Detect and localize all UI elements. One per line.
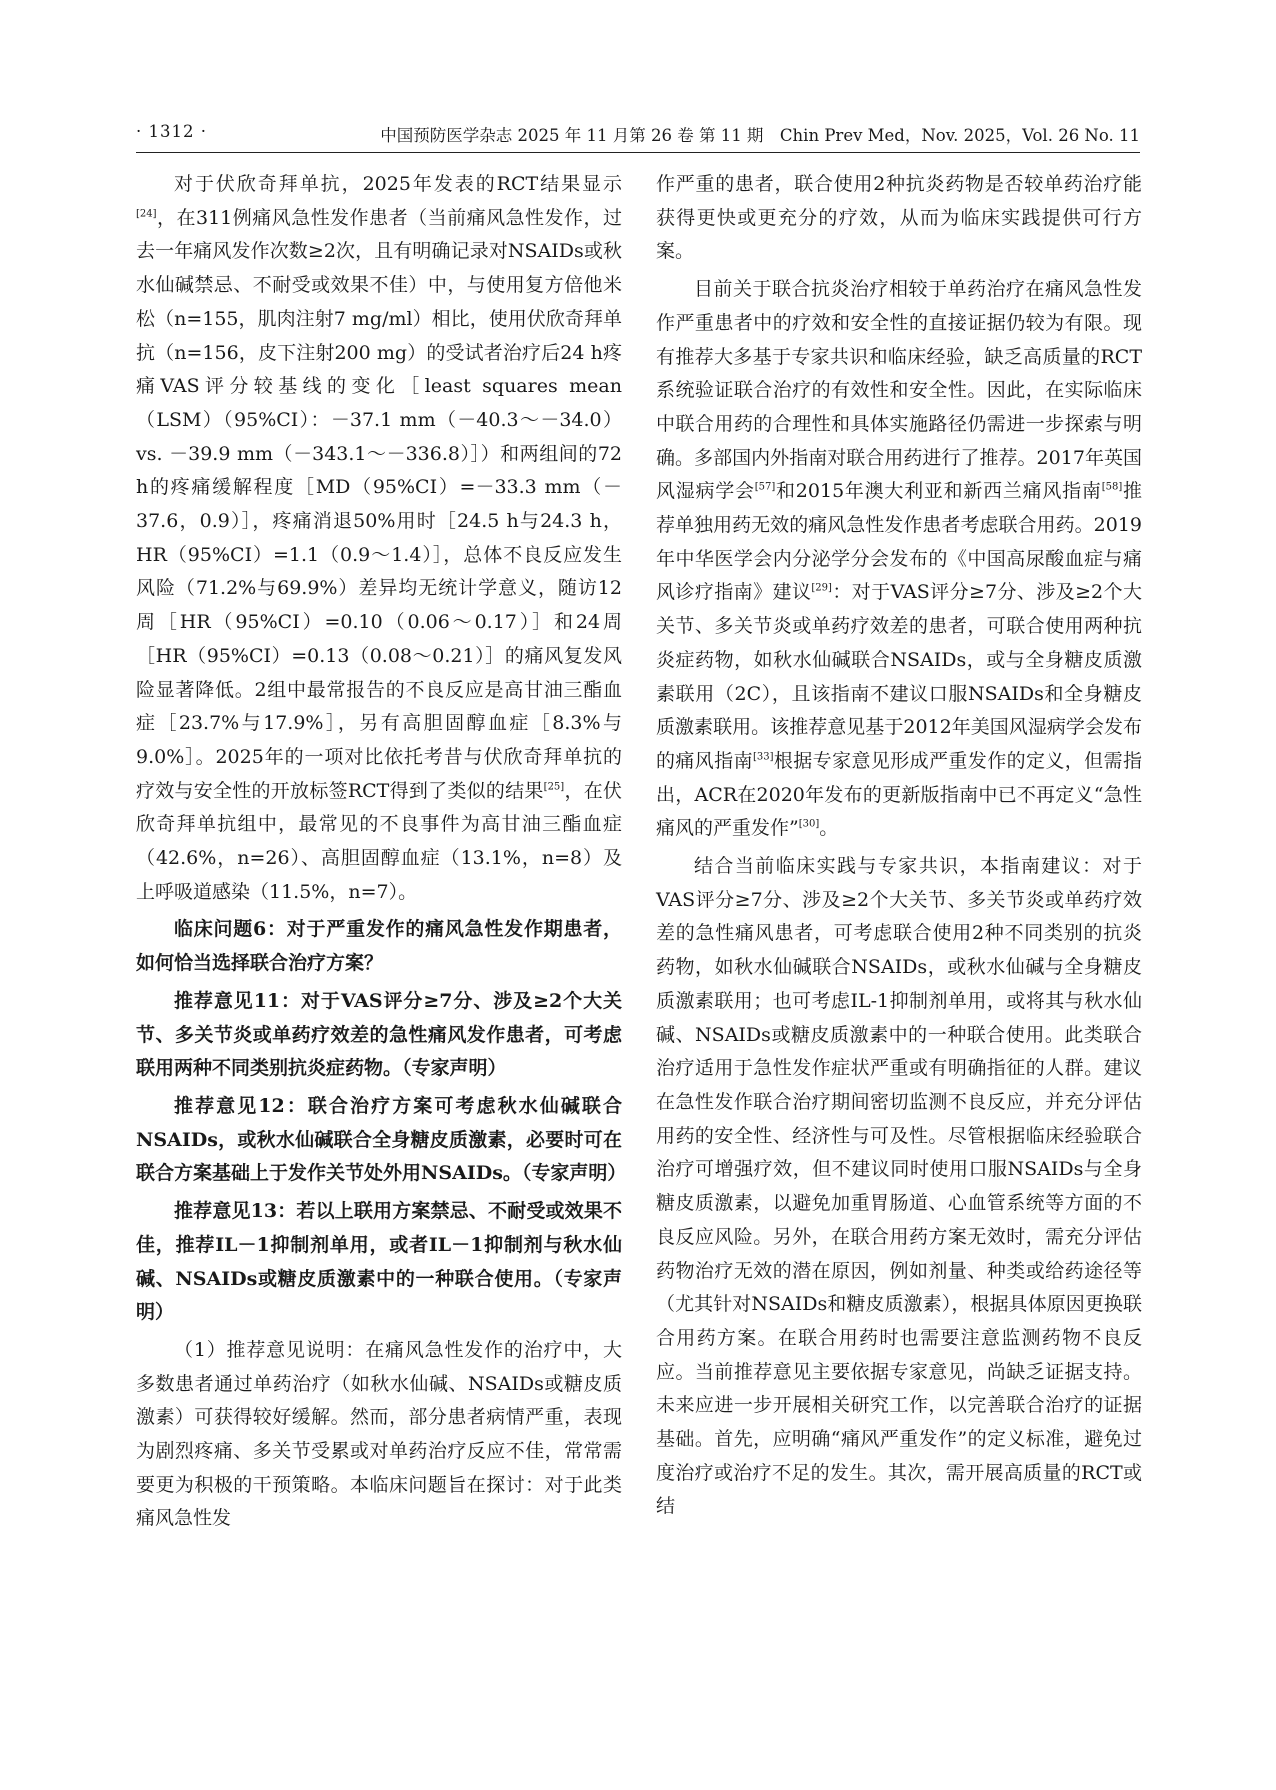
paragraph-guidelines: 目前关于联合抗炎治疗相较于单药治疗在痛风急性发作严重患者中的疗效和安全性的直接证据仍较为有限。现有推荐大多基于专家共识和临床经验，缺乏高质量的RCT系统验证联合治疗的有效性和安全性。因此，在实际临床中联合用药的合理性和具体实施路径仍需进一步探索与明确。多部国内外指南对联合用药进行了推荐。2017年英国风湿病学会[57]和2015年澳大利亚和新西兰痛风指南[58]推荐单独用药无效的痛风急性发作患者考虑联合用药。2019年中华医学会内分泌学分会发布的《中国高尿酸血症与痛风诊疗指南》建议[29]：对于VAS评分≥7分、涉及≥2个大关节、多关节炎或单药疗效差的患者，可联合使用两种抗炎症药物，如秋水仙碱联合NSAIDs，或与全身糖皮质激素联用（2C），且该指南不建议口服NSAIDs和全身糖皮质激素联用。该推荐意见基于2012年美国风湿病学会发布的痛风指南[33]根据专家意见形成严重发作的定义，但需指出，ACR在2020年发布的更新版指南中已不再定义“急性痛风的严重发作”[30]。 — [656, 278, 1142, 840]
running-header — [136, 118, 1140, 153]
citation-ref[interactable]: [58] — [1101, 482, 1123, 493]
recommendation-12: 推荐意见12：联合治疗方案可考虑秋水仙碱联合NSAIDs，或秋水仙碱联合全身糖皮质激素，必要时可在联合方案基础上于发作关节处外用NSAIDs。（专家声明） — [136, 1094, 627, 1185]
paragraph-secukinumab-rct: 对于伏欣奇拜单抗，2025年发表的RCT结果显示[24]，在311例痛风急性发作患者（当前痛风急性发作，过去一年痛风发作次数≥2次，且有明确记录对NSAIDs或秋水仙碱禁忌、不耐受或效果不佳）中，与使用复方倍他米松（n=155，肌肉注射7 mg/ml）相比，使用伏欣奇拜单抗（n=156，皮下注射200 mg）的受试者治疗后24 h疼痛VAS评分较基线的变化［least squares mean（LSM）（95%CI）：－37.1 mm（－40.3～－34.0）vs. －39.9 mm（－343.1～－336.8）］）和两组间的72 h的疼痛缓解程度［MD（95%CI）=－33.3 mm（－37.6，0.9）］，疼痛消退50%用时［24.5 h与24.3 h，HR（95%CI）=1.1（0.9～1.4）］，总体不良反应发生风险（71.2%与69.9%）差异均无统计学意义，随访12周［HR（95%CI）=0.10（0.06～0.17）］和24周［HR（95%CI）=0.13（0.08～0.21）］的痛风复发风险显著降低。2组中最常报告的不良反应是高甘油三酯血症［23.7%与17.9%］，另有高胆固醇血症［8.3%与9.0%］。2025年的一项对比依托考昔与伏欣奇拜单抗的疗效与安全性的开放标签RCT得到了类似的结果[25]，在伏欣奇拜单抗组中，最常见的不良事件为高甘油三酯血症（42.6%，n=26）、高胆固醇血症（13.1%，n=8）及上呼吸道感染（11.5%，n=7）。 — [136, 173, 622, 903]
paragraph-continuation: 作严重的患者，联合使用2种抗炎药物是否较单药治疗能获得更快或更充分的疗效，从而为临床实践提供可行方案。 — [656, 173, 1142, 263]
right-column — [656, 168, 1142, 1524]
left-column — [136, 168, 627, 1536]
citation-ref[interactable]: [30] — [798, 819, 820, 831]
page-number: · 1312 · — [136, 122, 207, 141]
recommendation-13: 推荐意见13：若以上联用方案禁忌、不耐受或效果不佳，推荐IL－1抑制剂单用，或者IL－1抑制剂与秋水仙碱、NSAIDs或糖皮质激素中的一种联合使用。（专家声明） — [136, 1200, 622, 1324]
citation-ref[interactable]: [57] — [754, 482, 776, 493]
recommendation-11: 推荐意见11：对于VAS评分≥7分、涉及≥2个大关节、多关节炎或单药疗效差的急性痛风发作患者，可考虑联用两种不同类别抗炎症药物。（专家声明） — [136, 989, 622, 1080]
citation-ref[interactable]: [25] — [543, 781, 565, 793]
citation-ref[interactable]: [29] — [811, 583, 832, 595]
citation-ref[interactable]: [33] — [752, 751, 774, 763]
journal-citation: 中国预防医学杂志 2025 年 11 月第 26 卷 第 11 期 Chin Prev Med，Nov. 2025，Vol. 26 No. 11 — [380, 126, 1140, 145]
clinical-question-6: 临床问题6：对于严重发作的痛风急性发作期患者，如何恰当选择联合治疗方案？ — [136, 918, 622, 975]
paragraph-explanation: （1）推荐意见说明：在痛风急性发作的治疗中，大多数患者通过单药治疗（如秋水仙碱、NSAIDs或糖皮质激素）可获得较好缓解。然而，部分患者病情严重，表现为剧烈疼痛、多关节受累或对单药治疗反应不佳，常常需要更为积极的干预策略。本临床问题旨在探讨：对于此类痛风急性发 — [136, 1338, 622, 1530]
citation-ref[interactable]: [24] — [136, 208, 157, 220]
paragraph-recommendation-summary: 结合当前临床实践与专家共识，本指南建议：对于VAS评分≥7分、涉及≥2个大关节、多关节炎或单药疗效差的急性痛风患者，可考虑联合使用2种不同类别的抗炎药物，如秋水仙碱联合NSAIDs，或秋水仙碱与全身糖皮质激素联用；也可考虑IL-1抑制剂单用，或将其与秋水仙碱、NSAIDs或糖皮质激素中的一种联合使用。此类联合治疗适用于急性发作症状严重或有明确指征的人群。建议在急性发作联合治疗期间密切监测不良反应，并充分评估用药的安全性、经济性与可及性。尽管根据临床经验联合治疗可增强疗效，但不建议同时使用口服NSAIDs与全身糖皮质激素，以避免加重胃肠道、心血管系统等方面的不良反应风险。另外，在联合用药方案无效时，需充分评估药物治疗无效的潜在原因，例如剂量、种类或给药途径等（尤其针对NSAIDs和糖皮质激素），根据具体原因更换联合用药方案。在联合用药时也需要注意监测药物不良反应。当前推荐意见主要依据专家意见，尚缺乏证据支持。未来应进一步开展相关研究工作，以完善联合治疗的证据基础。首先，应明确“痛风严重发作”的定义标准，避免过度治疗或治疗不足的发生。其次，需开展高质量的RCT或结 — [656, 855, 1142, 1518]
